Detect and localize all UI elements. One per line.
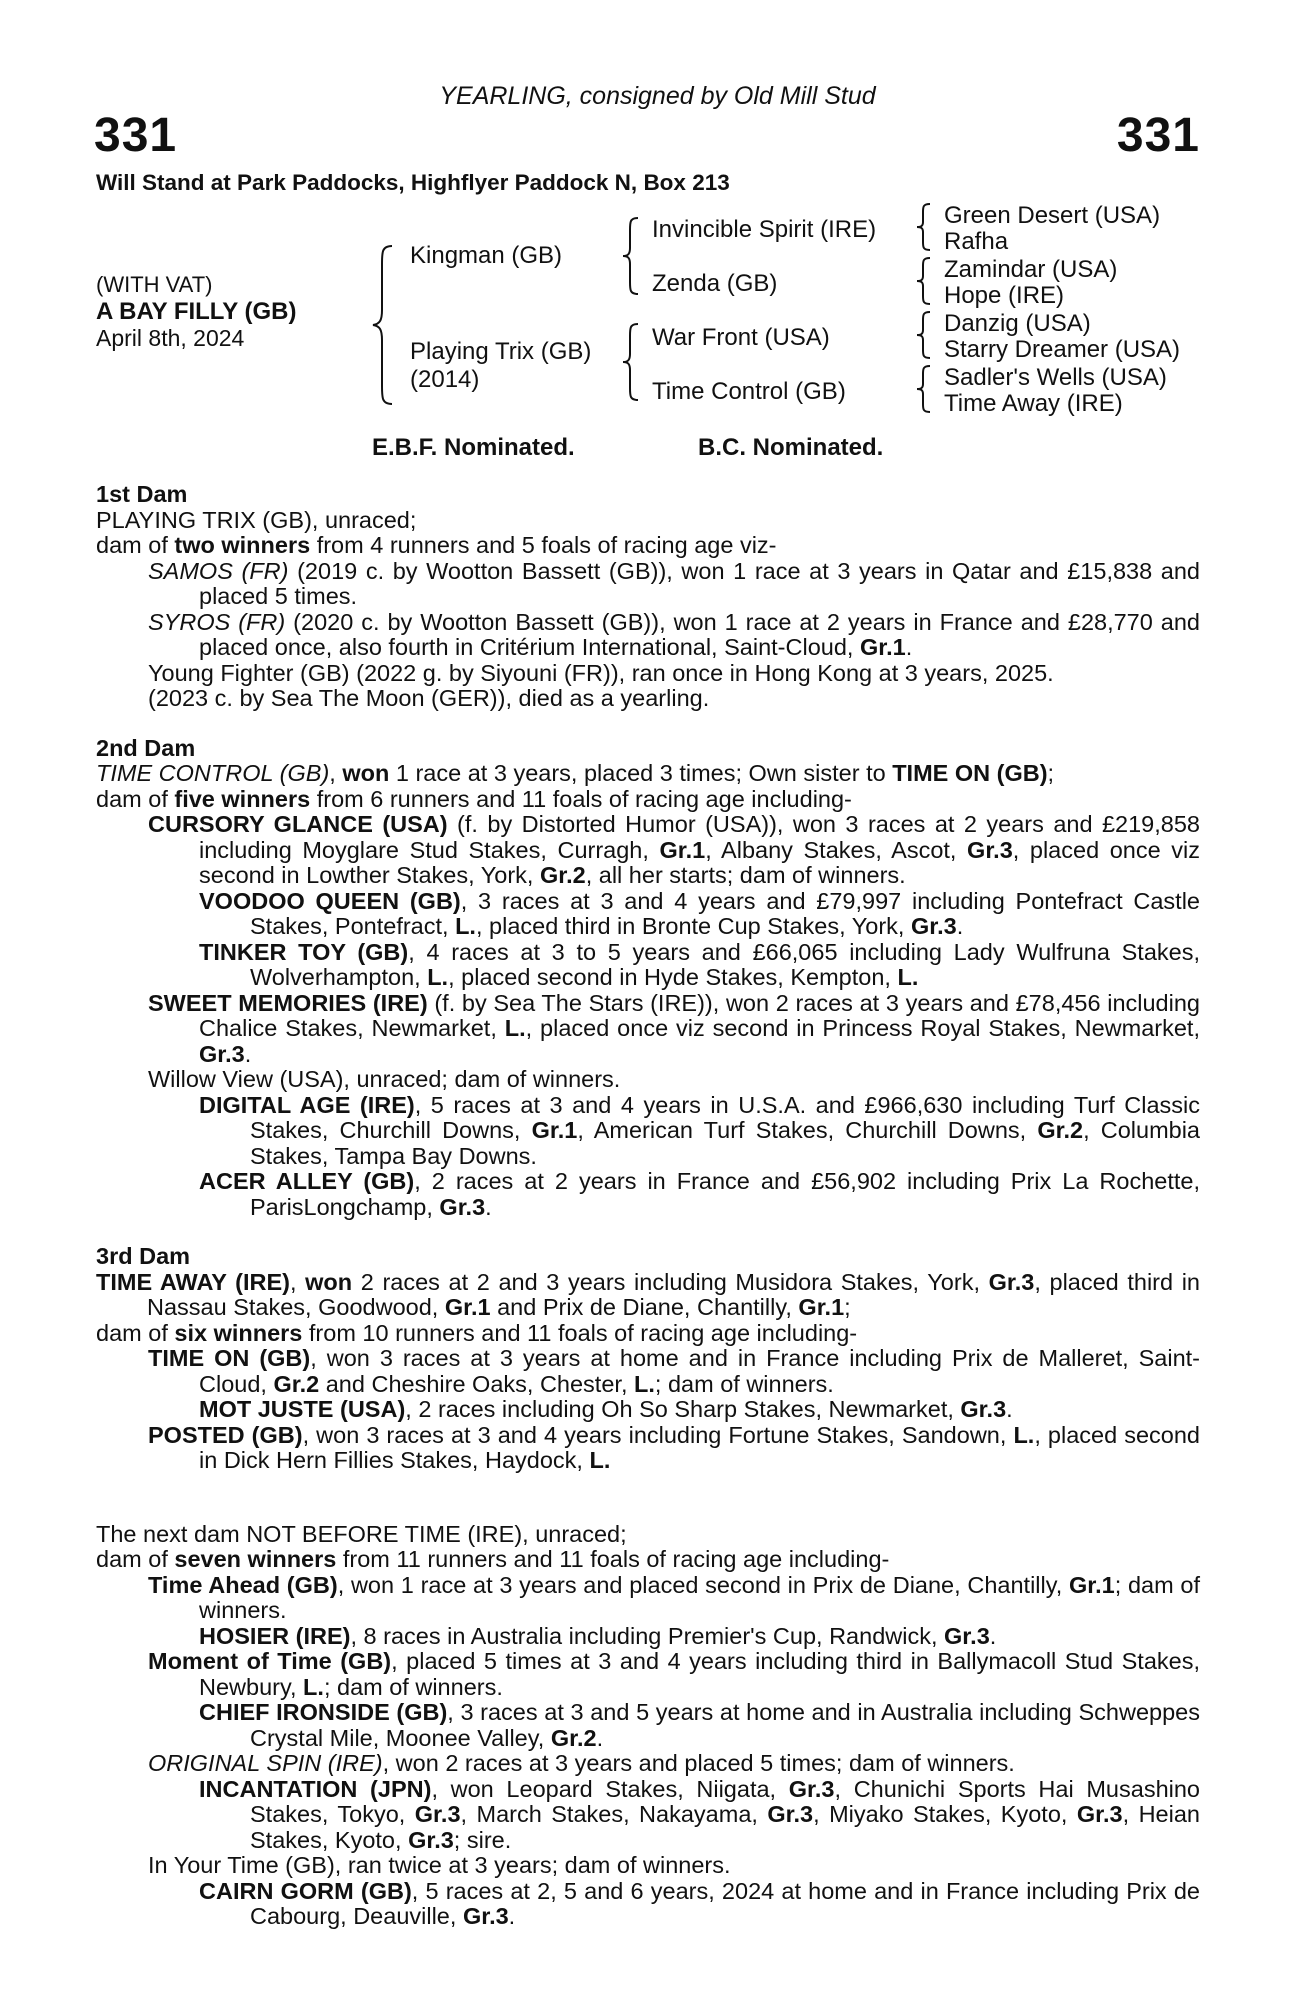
produce-entry: TIME ON (GB), won 3 races at 3 years at home and in France including Prix de Malleret, Saint-Cloud, Gr.2 and Cheshire Oaks, Chester, L.; dam of winners. — [148, 1345, 1200, 1397]
ebf-nomination: E.B.F. Nominated. — [372, 434, 575, 461]
consignment-line: YEARLING, consigned by Old Mill Stud — [439, 82, 876, 110]
ggs-8: Time Away (IRE) — [944, 390, 1123, 417]
pedigree-brace-gs3 — [914, 310, 934, 360]
dam-dam: Time Control (GB) — [652, 378, 846, 405]
produce-entry: (2023 c. by Sea The Moon (GER)), died as a yearling. — [148, 685, 710, 711]
pedigree-brace-sire — [620, 216, 642, 296]
produce-entry: Time Ahead (GB), won 1 race at 3 years and placed second in Prix de Diane, Chantilly, Gr.1; dam of winners. — [148, 1571, 1201, 1623]
pedigree-brace-main — [370, 244, 398, 406]
second-dam-produce-summary: dam of five winners from 6 runners and 11 foals of racing age including- — [96, 785, 852, 812]
grand-produce-entry: TINKER TOY (GB), 4 races at 3 to 5 years and £66,065 including Lady Wulfruna Stakes, Wolverhampton, L., placed second in Hyde Stakes, Kempton, L. — [199, 938, 1200, 990]
produce-entry: In Your Time (GB), ran twice at 3 years; dam of winners. — [148, 1852, 731, 1878]
first-dam-heading: 1st Dam — [96, 481, 188, 507]
grand-produce-entry: CHIEF IRONSIDE (GB), 3 races at 3 and 5 years at home and in Australia including Schweppes Crystal Mile, Moonee Valley, Gr.2. — [199, 1699, 1200, 1751]
catalogue-body — [96, 482, 1200, 1930]
lot-number-right: 331 — [1116, 109, 1200, 162]
produce-entry: Willow View (USA), unraced; dam of winners. — [148, 1066, 621, 1092]
pedigree-brace-gs2 — [914, 256, 934, 306]
fourth-dam-produce-summary: dam of seven winners from 11 runners and 11 foals of racing age including- — [96, 1546, 890, 1572]
sire-sire: Invincible Spirit (IRE) — [652, 216, 877, 243]
horse-name: A BAY FILLY (GB) — [96, 298, 297, 325]
ggs-4: Hope (IRE) — [944, 282, 1065, 309]
produce-entry: SWEET MEMORIES (IRE) (f. by Sea The Stars (IRE)), won 2 races at 3 years and £78,456 including Chalice Stakes, Newmarket, L., placed once viz second in Princess Royal Stakes, Newmarket, Gr.3. — [148, 989, 1200, 1067]
produce-entry: ORIGINAL SPIN (IRE), won 2 races at 3 years and placed 5 times; dam of winners. — [148, 1750, 1015, 1776]
first-dam-line: PLAYING TRIX (GB), unraced; — [96, 506, 417, 533]
second-dam-line: TIME CONTROL (GB), won 1 race at 3 years, placed 3 times; Own sister to TIME ON (GB); — [96, 760, 1055, 786]
pedigree-brace-gs1 — [914, 202, 934, 252]
third-dam-produce-summary: dam of six winners from 10 runners and 11 foals of racing age including- — [96, 1319, 858, 1346]
produce-entry: CURSORY GLANCE (USA) (f. by Distorted Humor (USA)), won 3 races at 2 years and £219,858 including Moyglare Stud Stakes, Curragh, Gr.1, Albany Stakes, Ascot, Gr.3, placed once viz second in Lowther Stakes, York, Gr.2, all her starts; dam of winners. — [148, 811, 1200, 888]
grand-produce-entry: MOT JUSTE (USA), 2 races including Oh So Sharp Stakes, Newmarket, Gr.3. — [199, 1396, 1013, 1422]
produce-entry: SAMOS (FR) (2019 c. by Wootton Bassett (GB)), won 1 race at 3 years in Qatar and £15,838 and placed 5 times. — [148, 557, 1201, 609]
vat-note: (WITH VAT) — [96, 272, 213, 297]
dam-sire: War Front (USA) — [652, 324, 830, 351]
produce-entry: SYROS (FR) (2020 c. by Wootton Bassett (GB)), won 1 race at 2 years in France and £28,770 and placed once, also fourth in Critérium International, Saint-Cloud, Gr.1. — [148, 608, 1200, 660]
ggs-3: Zamindar (USA) — [944, 256, 1118, 283]
grand-produce-entry: ACER ALLEY (GB), 2 races at 2 years in France and £56,902 including Prix La Rochette, ParisLongchamp, Gr.3. — [199, 1168, 1200, 1220]
dam-year: (2014) — [410, 366, 480, 393]
dam: Playing Trix (GB) — [410, 338, 592, 365]
grand-produce-entry: DIGITAL AGE (IRE), 5 races at 3 and 4 years in U.S.A. and £966,630 including Turf Classic Stakes, Churchill Downs, Gr.1, American Turf Stakes, Churchill Downs, Gr.2, Columbia Stakes, Tampa Bay Downs. — [199, 1091, 1201, 1169]
third-dam-line: TIME AWAY (IRE), won 2 races at 2 and 3 years including Musidora Stakes, York, Gr.3, placed third in Nassau Stakes, Goodwood, Gr.1 and Prix de Diane, Chantilly, Gr.1; — [96, 1268, 1200, 1320]
lot-number-left: 331 — [94, 109, 178, 162]
produce-entry: POSTED (GB), won 3 races at 3 and 4 years including Fortune Stakes, Sandown, L., placed second in Dick Hern Fillies Stakes, Haydock, L. — [148, 1421, 1200, 1473]
grand-produce-entry: INCANTATION (JPN), won Leopard Stakes, Niigata, Gr.3, Chunichi Sports Hai Musashino Stakes, Tokyo, Gr.3, March Stakes, Nakayama, Gr.3, Miyako Stakes, Kyoto, Gr.3, Heian Stakes, Kyoto, Gr.3; sire. — [199, 1775, 1200, 1853]
produce-entry: Moment of Time (GB), placed 5 times at 3 and 4 years including third in Ballymacoll Stud Stakes, Newbury, L.; dam of winners. — [148, 1648, 1201, 1700]
third-dam-heading: 3rd Dam — [96, 1243, 191, 1269]
ggs-7: Sadler's Wells (USA) — [944, 364, 1167, 391]
produce-entry: Young Fighter (GB) (2022 g. by Siyouni (FR)), ran once in Hong Kong at 3 years, 2025. — [148, 659, 1054, 686]
bc-nomination: B.C. Nominated. — [698, 434, 884, 461]
grand-produce-entry: VOODOO QUEEN (GB), 3 races at 3 and 4 years and £79,997 including Pontefract Castle Stakes, Pontefract, L., placed third in Bronte Cup Stakes, York, Gr.3. — [199, 887, 1201, 939]
foaling-date: April 8th, 2024 — [96, 325, 245, 351]
sire: Kingman (GB) — [410, 242, 563, 269]
grand-produce-entry: HOSIER (IRE), 8 races in Australia including Premier's Cup, Randwick, Gr.3. — [199, 1622, 997, 1649]
fourth-dam-line: The next dam NOT BEFORE TIME (IRE), unraced; — [96, 1520, 627, 1547]
pedigree-brace-dam — [620, 322, 642, 402]
grand-produce-entry: CAIRN GORM (GB), 5 races at 2, 5 and 6 years, 2024 at home and in France including Prix de Cabourg, Deauville, Gr.3. — [199, 1877, 1200, 1929]
ggs-2: Rafha — [944, 228, 1009, 255]
ggs-5: Danzig (USA) — [944, 310, 1091, 337]
stand-location: Will Stand at Park Paddocks, Highflyer Paddock N, Box 213 — [96, 170, 730, 195]
pedigree-brace-gs4 — [914, 364, 934, 414]
ggs-1: Green Desert (USA) — [944, 202, 1161, 229]
second-dam-heading: 2nd Dam — [96, 734, 196, 761]
ggs-6: Starry Dreamer (USA) — [944, 336, 1181, 363]
first-dam-produce-summary: dam of two winners from 4 runners and 5 foals of racing age viz- — [96, 532, 777, 558]
sire-dam: Zenda (GB) — [652, 270, 778, 297]
